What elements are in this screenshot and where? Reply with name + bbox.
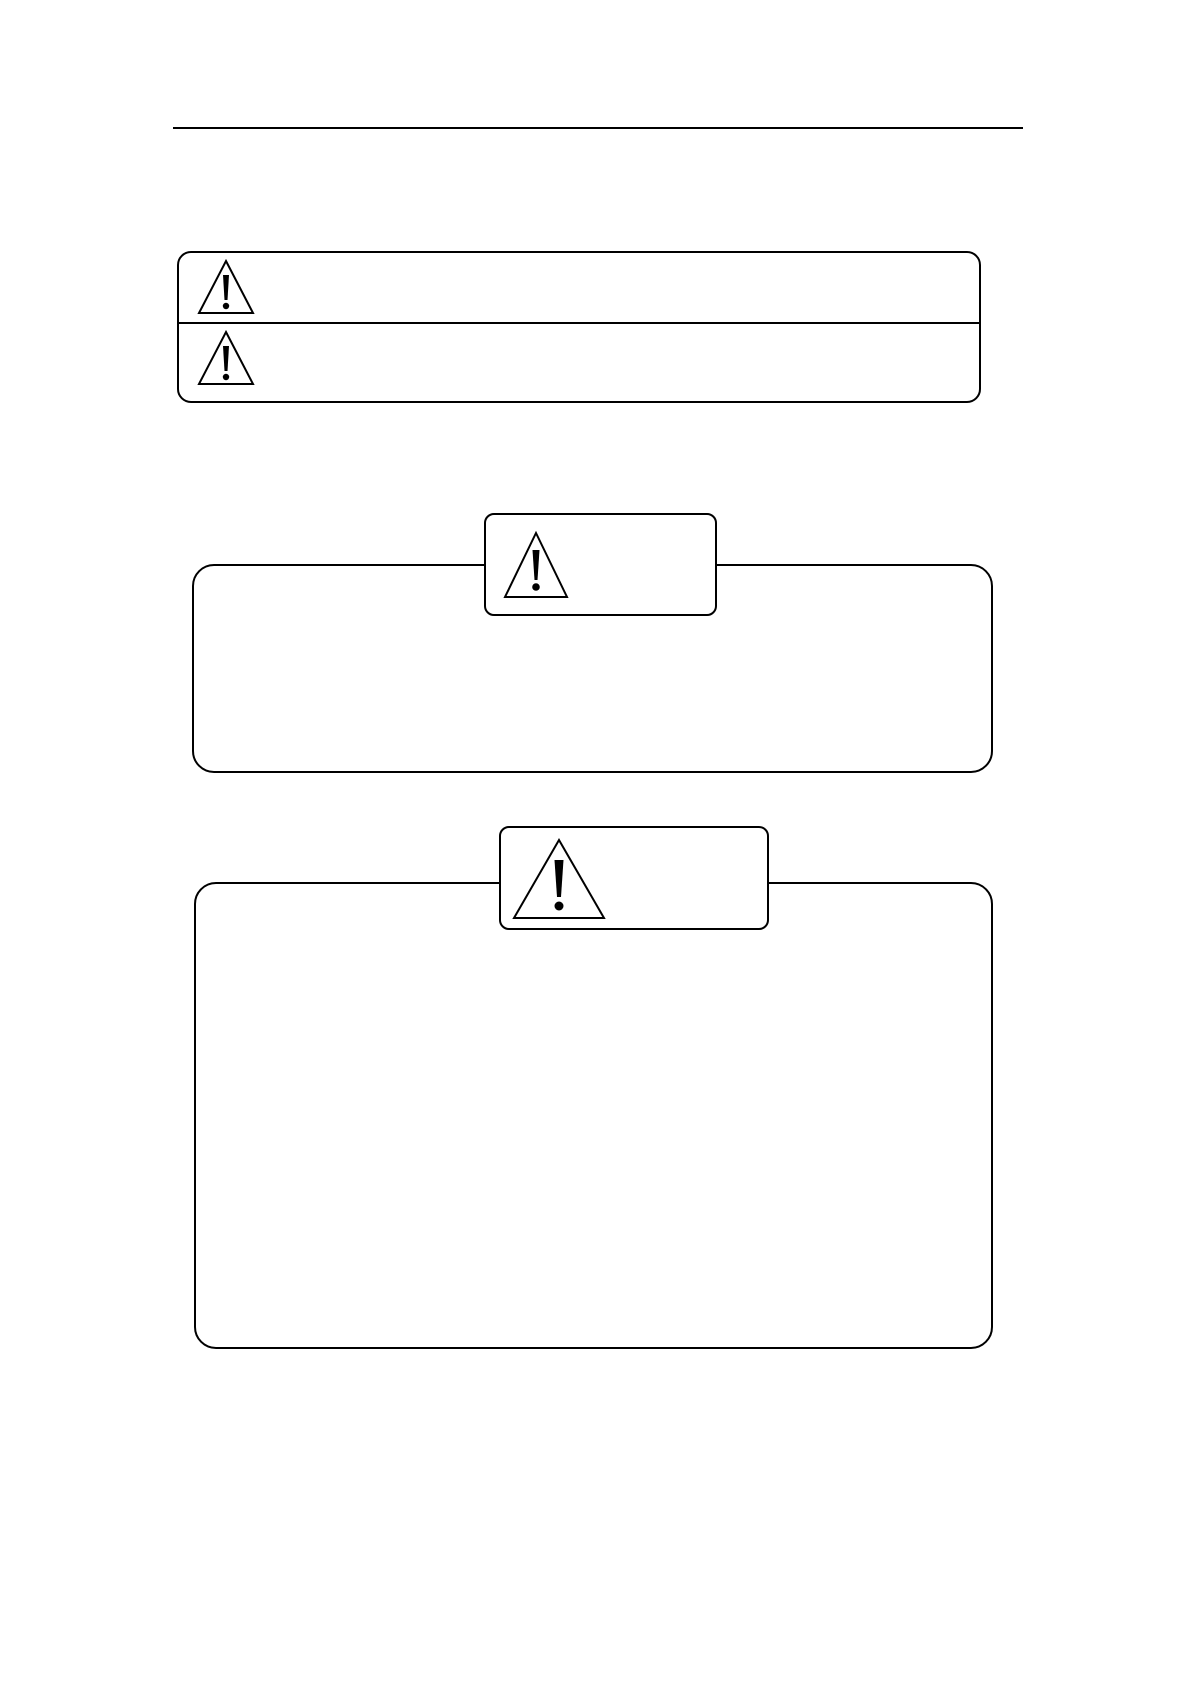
header-rule <box>173 127 1023 129</box>
warning-triangle-icon <box>502 530 570 600</box>
notice-box-2 <box>194 882 993 1349</box>
notice-box-2-header-tab <box>499 826 769 930</box>
warning-triangle-icon <box>196 329 256 387</box>
warning-triangle-icon <box>511 837 607 921</box>
notice-box-1-header-tab <box>484 513 717 616</box>
legend-row-1 <box>179 253 979 323</box>
legend-row-2 <box>179 324 979 394</box>
warning-legend-box <box>177 251 981 403</box>
warning-triangle-icon <box>196 258 256 316</box>
